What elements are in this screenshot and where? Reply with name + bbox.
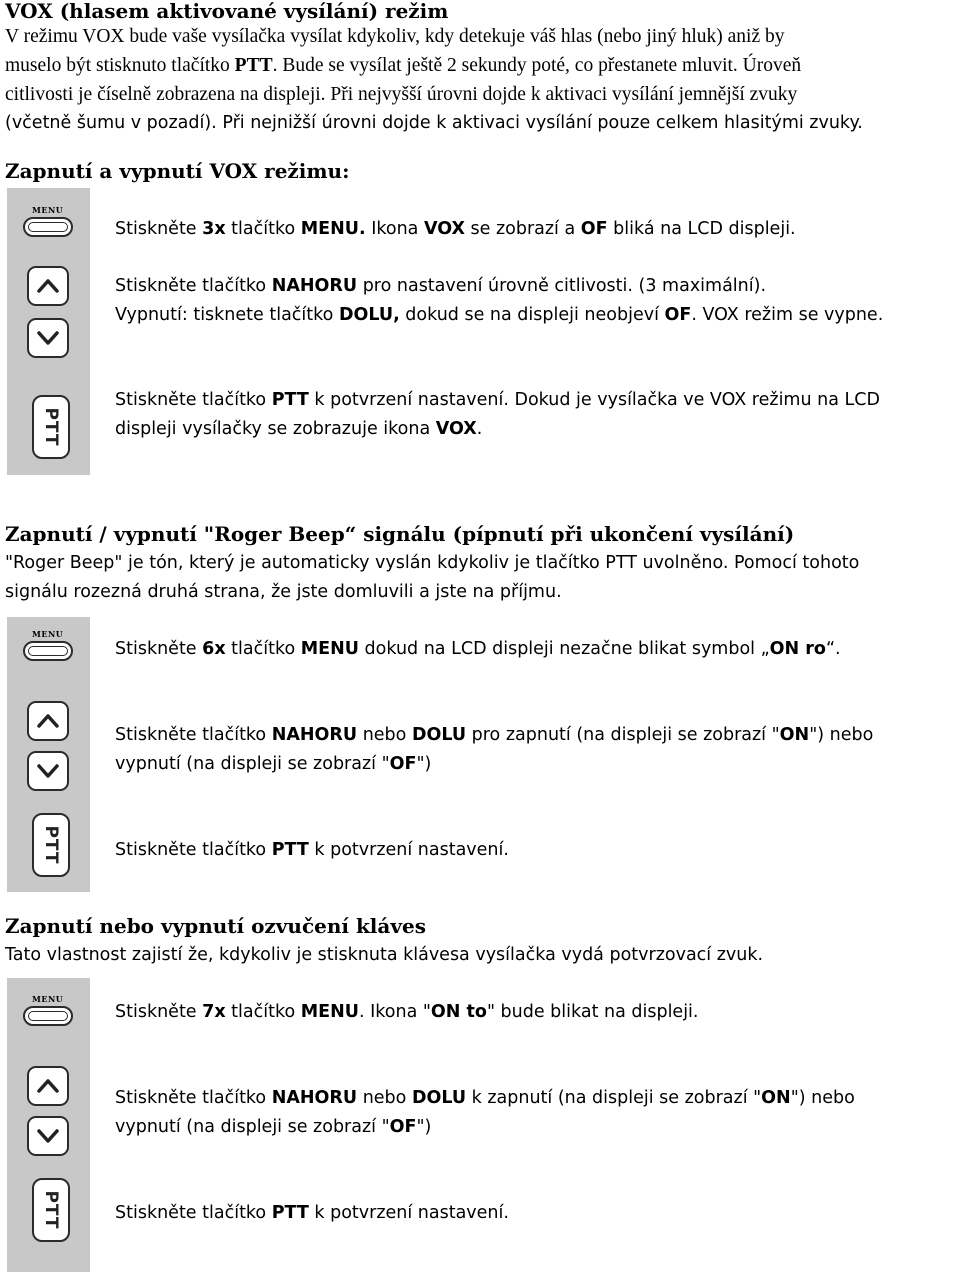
step-text: Stiskněte tlačítko	[115, 725, 272, 745]
step-text-bold: MENU	[300, 1002, 359, 1022]
step-text: Stiskněte tlačítko	[115, 390, 272, 410]
step-text: nebo	[357, 725, 412, 745]
menu-label: MENU	[32, 994, 64, 1004]
menu-button-icon	[23, 641, 73, 661]
button-panel-keys	[7, 978, 90, 1272]
step-text-bold: OF	[664, 305, 692, 325]
step-text-bold: PTT	[271, 390, 309, 410]
vox-step-2a	[115, 272, 766, 301]
step-text: displeji vysílačky se zobrazuje ikona	[115, 419, 436, 439]
step-text-bold: 7x	[202, 1002, 226, 1022]
ptt-button-icon: PTT	[32, 813, 70, 877]
step-text: Ikona	[365, 219, 424, 239]
vox-step-1	[115, 215, 796, 244]
step-text-bold: ON	[761, 1088, 791, 1108]
step-text-bold: NAHORU	[271, 1088, 358, 1108]
step-text: tlačítko	[225, 1002, 301, 1022]
step-text: ")	[416, 754, 432, 774]
step-text: . VOX režim se vypne.	[691, 305, 884, 325]
step-text: " bude blikat na displeji.	[486, 1002, 699, 1022]
step-text: Stiskněte tlačítko	[115, 1203, 272, 1223]
step-text-bold: ON to	[430, 1002, 487, 1022]
step-text-bold: DOLU	[411, 1088, 467, 1108]
down-arrow-button-icon	[27, 1116, 69, 1156]
step-text-bold: PTT	[271, 840, 309, 860]
roger-intro-line-1: "Roger Beep" je tón, který je automaticky vyslán kdykoliv je tlačítko PTT uvolněno. Pomocí tohoto	[5, 553, 860, 573]
step-text: tlačítko	[225, 219, 301, 239]
keys-step-2b	[115, 1113, 431, 1142]
vox-step-3b	[115, 415, 482, 444]
step-text-bold: DOLU	[411, 725, 467, 745]
menu-button-icon	[23, 217, 73, 237]
step-text: k zapnutí (na displeji se zobrazí "	[466, 1088, 762, 1108]
step-text: bliká na LCD displeji.	[607, 219, 796, 239]
keys-step-1	[115, 998, 698, 1027]
step-text: vypnutí (na displeji se zobrazí "	[115, 754, 390, 774]
menu-button-icon	[23, 1006, 73, 1026]
step-text: .	[476, 419, 483, 439]
step-text: “.	[825, 639, 841, 659]
step-text-bold: 6x	[202, 639, 226, 659]
step-text: dokud na LCD displeji nezačne blikat symbol „	[358, 639, 770, 659]
step-text: se zobrazí a	[464, 219, 581, 239]
step-text: ") nebo	[790, 1088, 855, 1108]
step-text-bold: VOX	[423, 219, 465, 239]
step-text: Stiskněte tlačítko	[115, 1088, 272, 1108]
step-text-bold: NAHORU	[271, 725, 358, 745]
step-text-bold: NAHORU	[271, 276, 358, 296]
button-panel-vox	[7, 188, 90, 475]
step-text-bold: OF	[389, 754, 417, 774]
step-text-bold: ON ro	[769, 639, 826, 659]
step-text: tlačítko	[225, 639, 301, 659]
button-panel-roger	[7, 617, 90, 892]
step-text-bold: DOLU,	[338, 305, 400, 325]
menu-label: MENU	[32, 629, 64, 639]
step-text: Stiskněte tlačítko	[115, 840, 272, 860]
step-text: k potvrzení nastavení.	[308, 1203, 509, 1223]
step-text-bold: OF	[389, 1117, 417, 1137]
step-text: Vypnutí: tisknete tlačítko	[115, 305, 339, 325]
vox-subtitle: Zapnutí a vypnutí VOX režimu:	[5, 159, 350, 183]
roger-intro-line-2: signálu rozezná druhá strana, že jste domluvili a jste na příjmu.	[5, 582, 562, 602]
step-text: vypnutí (na displeji se zobrazí "	[115, 1117, 390, 1137]
step-text-bold: VOX	[435, 419, 477, 439]
ptt-button-icon: PTT	[32, 1178, 70, 1242]
step-text-bold: 3x	[202, 219, 226, 239]
step-text: Stiskněte	[115, 639, 203, 659]
vox-intro-line-3: citlivosti je číselně zobrazena na displeji. Při nejvyšší úrovni dojde k aktivaci vysílání jemnější zvuky	[5, 84, 798, 105]
roger-step-3	[115, 836, 509, 865]
step-text: ") nebo	[809, 725, 874, 745]
vox-step-3a	[115, 386, 880, 415]
keys-step-2a	[115, 1084, 855, 1113]
step-text-bold: MENU.	[300, 219, 366, 239]
step-text: pro nastavení úrovně citlivosti. (3 maximální).	[357, 276, 767, 296]
step-text: k potvrzení nastavení. Dokud je vysílačka ve VOX režimu na LCD	[308, 390, 880, 410]
keys-section-title: Zapnutí nebo vypnutí ozvučení kláves	[5, 914, 426, 938]
down-arrow-button-icon	[27, 751, 69, 791]
keys-intro: Tato vlastnost zajistí že, kdykoliv je stisknuta klávesa vysílačka vydá potvrzovací zvuk.	[5, 945, 764, 965]
step-text: . Ikona "	[358, 1002, 431, 1022]
roger-step-1	[115, 635, 841, 664]
keys-step-3	[115, 1199, 509, 1228]
step-text-bold: MENU	[300, 639, 359, 659]
step-text-bold: ON	[779, 725, 810, 745]
ptt-button-icon: PTT	[32, 395, 70, 459]
step-text-bold: OF	[580, 219, 608, 239]
roger-section-title: Zapnutí / vypnutí "Roger Beep“ signálu (pípnutí při ukončení vysílání)	[5, 522, 795, 546]
vox-intro-line-4: (včetně šumu v pozadí). Při nejnižší úrovni dojde k aktivaci vysílání pouze celkem hlasitými zvuky.	[5, 113, 863, 133]
roger-step-2b	[115, 750, 431, 779]
step-text: ")	[416, 1117, 432, 1137]
roger-step-2a	[115, 721, 873, 750]
step-text: pro zapnutí (na displeji se zobrazí "	[466, 725, 780, 745]
step-text: Stiskněte	[115, 219, 203, 239]
step-text-bold: PTT	[271, 1203, 309, 1223]
vox-intro-line-1: V režimu VOX bude vaše vysílačka vysílat kdykoliv, kdy detekuje váš hlas (nebo jiný hluk) aniž by	[5, 26, 785, 47]
down-arrow-button-icon	[27, 318, 69, 358]
vox-section-title: VOX (hlasem aktivované vysílání) režim	[5, 0, 449, 23]
step-text: Stiskněte	[115, 1002, 203, 1022]
up-arrow-button-icon	[27, 1066, 69, 1106]
menu-label: MENU	[32, 205, 64, 215]
vox-step-2b	[115, 301, 883, 330]
step-text: dokud se na displeji neobjeví	[399, 305, 665, 325]
up-arrow-button-icon	[27, 266, 69, 306]
up-arrow-button-icon	[27, 701, 69, 741]
step-text: Stiskněte tlačítko	[115, 276, 272, 296]
step-text: nebo	[357, 1088, 412, 1108]
vox-intro-line-2: muselo být stisknuto tlačítko PTT. Bude se vysílat ještě 2 sekundy poté, co přestanete mluvit. Úroveň	[5, 55, 802, 76]
step-text: k potvrzení nastavení.	[308, 840, 509, 860]
